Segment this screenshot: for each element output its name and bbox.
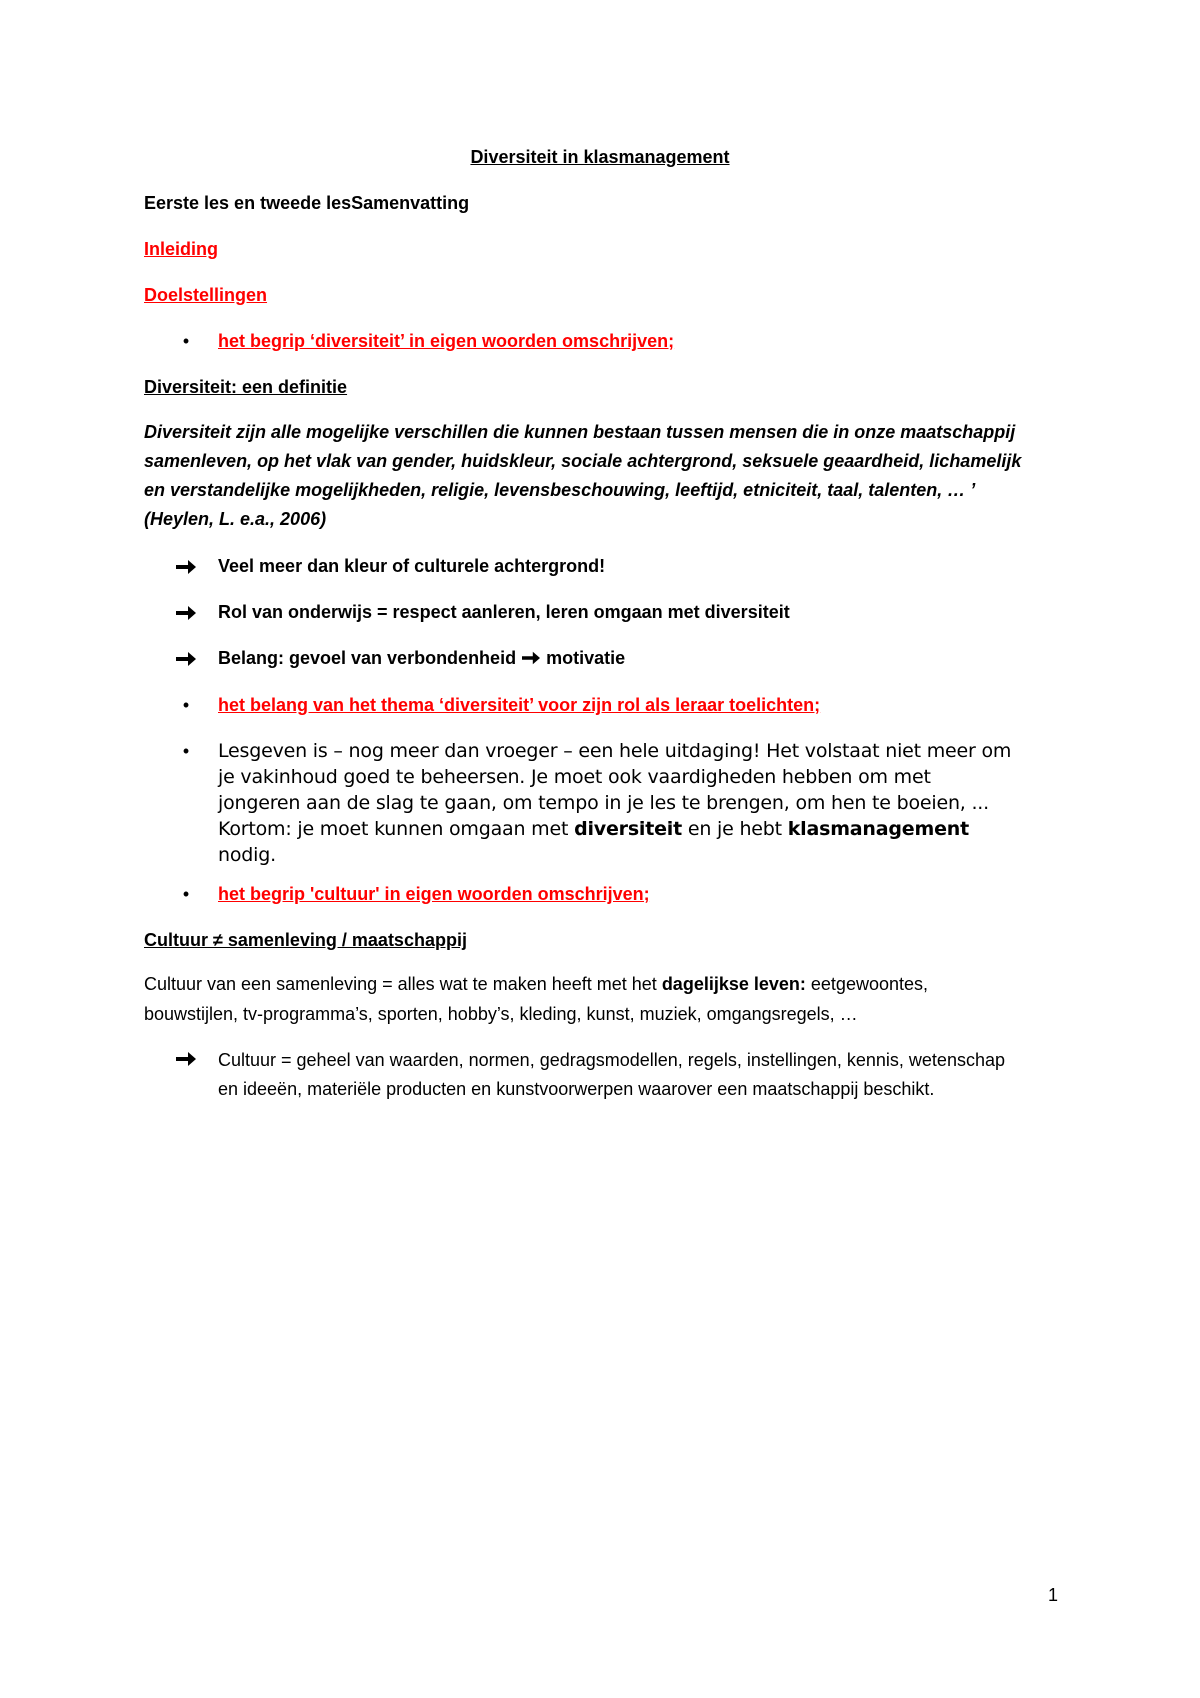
bullet-icon: • (182, 884, 190, 904)
cultuur-paragraph (144, 969, 1024, 1029)
heading-definitie: Diversiteit: een definitie (144, 377, 348, 397)
page-number: 1 (1048, 1585, 1059, 1605)
arrow-item-1: Veel meer dan kleur of culturele achtergrond! (218, 556, 606, 576)
cultuur-text-b: eetgewoontes, bouwstijlen, tv-programma’s, sporten, hobby’s, kleding, kunst, muziek, omgangsregels, … (144, 974, 928, 1024)
arrow-icon (175, 1049, 197, 1069)
arrow-item-3 (218, 648, 625, 669)
lesgeven-bold-klasmanagement: klasmanagement (787, 818, 969, 840)
lesgeven-text-a: Lesgeven is – nog meer dan vroeger – een hele uitdaging! Het volstaat niet meer om je vakinhoud goed te beheersen. Je moet ook vaardigheden hebben om met jongeren aan de slag te gaan, om tempo in je les te brengen, om hen te boeien, ... Kortom: je moet kunnen omgaan met (218, 740, 1012, 840)
bullet-icon: • (182, 331, 190, 351)
arrow-icon (175, 557, 197, 577)
heading-doelstellingen: Doelstellingen (144, 285, 268, 305)
cultuur-text-a: Cultuur van een samenleving = alles wat te maken heeft met het (144, 974, 657, 994)
lesgeven-paragraph (218, 738, 1018, 868)
cultuur-bold: dagelijkse leven: (661, 974, 806, 994)
lesgeven-text-b: en je hebt (687, 818, 782, 840)
goal-2: het belang van het thema ‘diversiteit’ voor zijn rol als leraar toelichten; (218, 695, 821, 715)
arrow-item-4: Cultuur = geheel van waarden, normen, gedragsmodellen, regels, instellingen, kennis, wetenschap en ideeën, materiële producten en kunstvoorwerpen waarover een maatschappij beschikt. (218, 1050, 1005, 1099)
goal-3: het begrip 'cultuur' in eigen woorden omschrijven; (218, 884, 650, 904)
definition-quote: Diversiteit zijn alle mogelijke verschillen die kunnen bestaan tussen mensen die in onze maatschappij samenleven, op het vlak van gender, huidskleur, sociale achtergrond, seksuele geaardheid, lichamelijk en verstandelijke mogelijkheden, religie, levensbeschouwing, leeftijd, etniciteit, taal, talenten, … ’ (Heylen, L. e.a., 2006) (144, 422, 1022, 529)
arrow-item-3-text-a: Belang: gevoel van verbondenheid (218, 648, 517, 668)
bullet-icon: • (182, 741, 190, 761)
heading-inleiding: Inleiding (144, 239, 218, 259)
heading-cultuur: Cultuur ≠ samenleving / maatschappij (144, 930, 467, 950)
goal-1: het begrip ‘diversiteit’ in eigen woorden omschrijven; (218, 331, 675, 351)
arrow-icon (175, 603, 197, 623)
arrow-icon (521, 649, 541, 667)
document-title: Diversiteit in klasmanagement (470, 147, 730, 167)
lesgeven-bold-diversiteit: diversiteit (574, 818, 683, 840)
document-subtitle: Eerste les en tweede lesSamenvatting (144, 193, 470, 213)
lesgeven-text-c: nodig. (218, 844, 276, 866)
arrow-item-3-text-b: motivatie (546, 648, 626, 668)
arrow-icon (175, 649, 197, 669)
bullet-icon: • (182, 695, 190, 715)
arrow-item-2: Rol van onderwijs = respect aanleren, leren omgaan met diversiteit (218, 602, 790, 622)
